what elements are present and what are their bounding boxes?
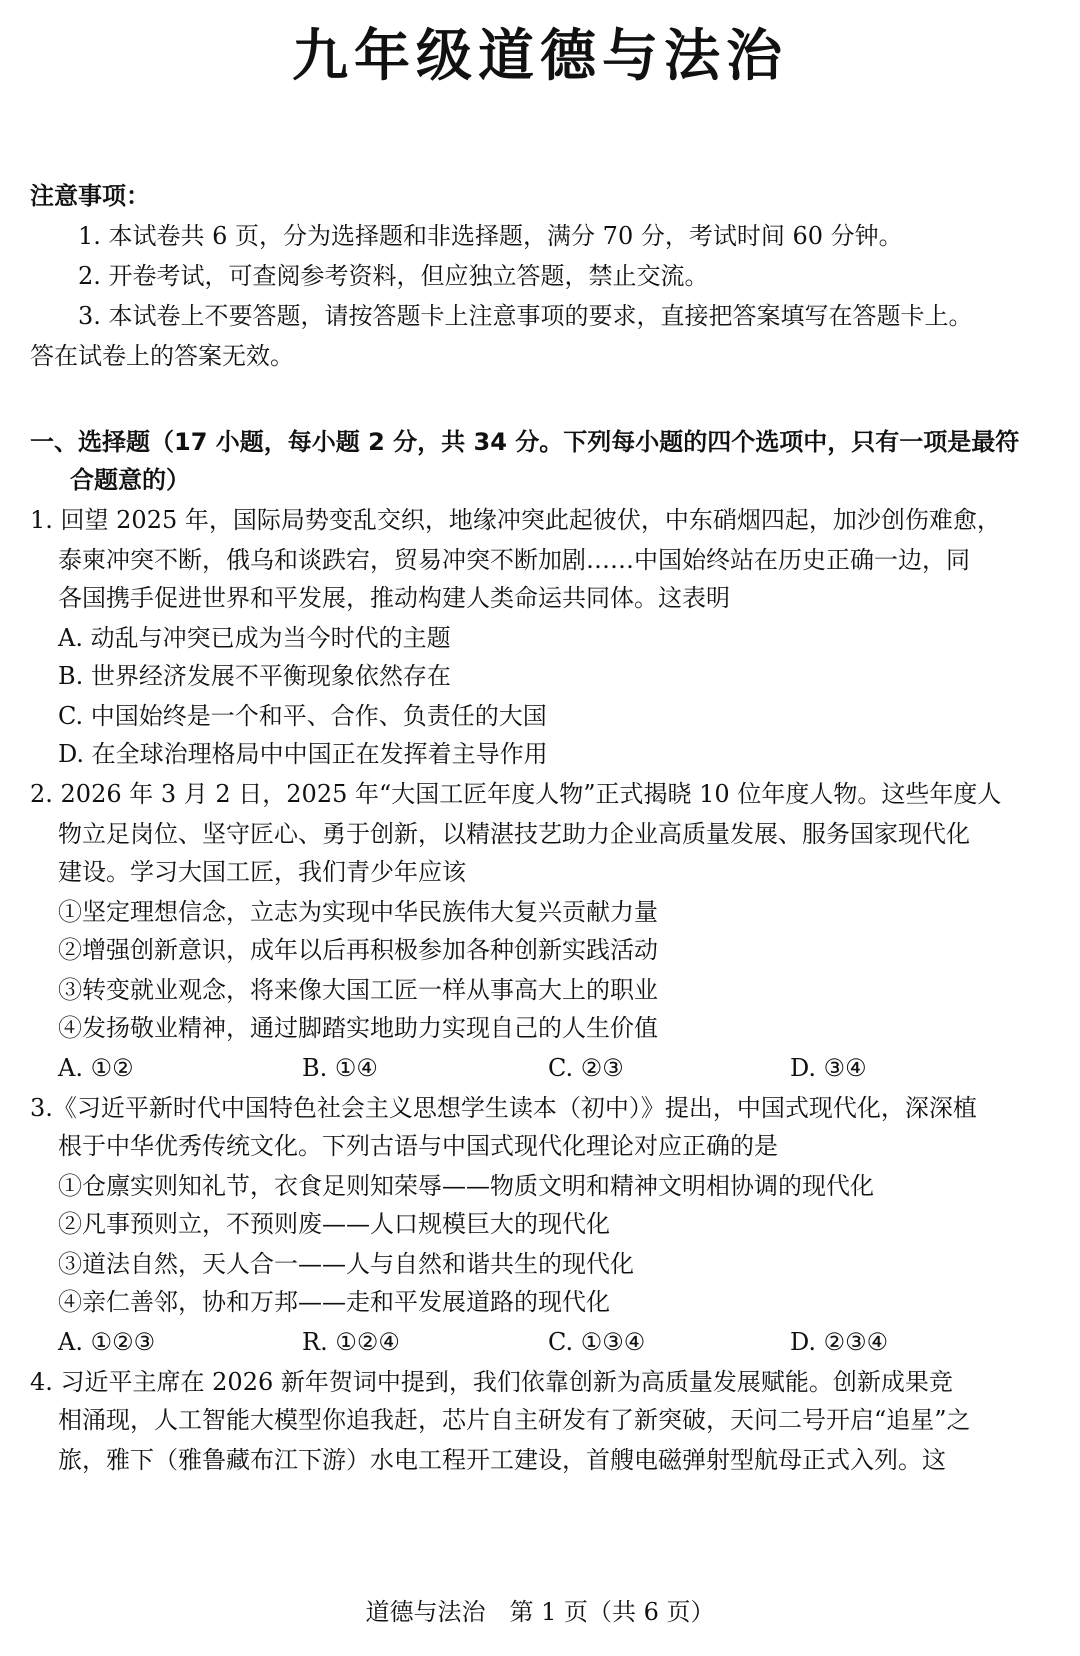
page-footer: 道德与法治 第 1 页（共 6 页） — [365, 1598, 715, 1626]
q4-stem-line-3: 旅，雅下（雅鲁藏布江下游）水电工程开工建设，首艘电磁弹射型航母正式入列。这 — [58, 1446, 946, 1474]
q2-statement-1: ①坚定理想信念，立志为实现中华民族伟大复兴贡献力量 — [58, 898, 658, 926]
notice-item-3-cont: 答在试卷上的答案无效。 — [30, 342, 294, 370]
q4-stem-line-2: 相涌现，人工智能大模型你追我赶，芯片自主研发有了新突破，天问二号开启“追星”之 — [58, 1406, 971, 1434]
q4-stem-line-1: 4. 习近平主席在 2026 新年贺词中提到，我们依靠创新为高质量发展赋能。创新成果竞 — [30, 1368, 953, 1396]
q3-statement-2: ②凡事预则立，不预则废——人口规模巨大的现代化 — [58, 1210, 610, 1238]
q2-option-d: D. ③④ — [790, 1054, 867, 1082]
q2-statement-3: ③转变就业观念，将来像大国工匠一样从事高大上的职业 — [58, 976, 658, 1004]
q2-stem-line-1: 2. 2026 年 3 月 2 日，2025 年“大国工匠年度人物”正式揭晓 10 位年度人物。这些年度人 — [30, 780, 1002, 808]
q3-option-d: D. ②③④ — [790, 1328, 889, 1356]
q3-stem-line-2: 根于中华优秀传统文化。下列古语与中国式现代化理论对应正确的是 — [58, 1132, 778, 1160]
notice-item-3: 3. 本试卷上不要答题，请按答题卡上注意事项的要求，直接把答案填写在答题卡上。 — [78, 302, 973, 330]
q2-stem-line-2: 物立足岗位、坚守匠心、勇于创新，以精湛技艺助力企业高质量发展、服务国家现代化 — [58, 820, 970, 848]
notice-heading: 注意事项： — [30, 182, 150, 210]
q2-option-b: B. ①④ — [302, 1054, 378, 1082]
section-heading-cont: 合题意的） — [70, 466, 190, 494]
notice-item-2: 2. 开卷考试，可查阅参考资料，但应独立答题，禁止交流。 — [78, 262, 709, 290]
q2-statement-2: ②增强创新意识，成年以后再积极参加各种创新实践活动 — [58, 936, 658, 964]
q1-option-c: C. 中国始终是一个和平、合作、负责任的大国 — [58, 702, 547, 730]
q2-option-c: C. ②③ — [548, 1054, 624, 1082]
q2-option-a: A. ①② — [58, 1054, 134, 1082]
q2-statement-4: ④发扬敬业精神，通过脚踏实地助力实现自己的人生价值 — [58, 1014, 658, 1042]
notice-item-1: 1. 本试卷共 6 页，分为选择题和非选择题，满分 70 分，考试时间 60 分钟。 — [78, 222, 903, 250]
q1-option-d: D. 在全球治理格局中中国正在发挥着主导作用 — [58, 740, 548, 768]
q1-option-a: A. 动乱与冲突已成为当今时代的主题 — [58, 624, 451, 652]
q2-stem-line-3: 建设。学习大国工匠，我们青少年应该 — [58, 858, 466, 886]
q3-statement-3: ③道法自然，天人合一——人与自然和谐共生的现代化 — [58, 1250, 634, 1278]
q1-stem-line-1: 1. 回望 2025 年，国际局势变乱交织，地缘冲突此起彼伏，中东硝烟四起，加沙创伤难愈， — [30, 506, 1001, 534]
section-heading: 一、选择题（17 小题，每小题 2 分，共 34 分。下列每小题的四个选项中，只有一项是最符 — [30, 428, 1020, 456]
q1-stem-line-2: 泰柬冲突不断，俄乌和谈跌宕，贸易冲突不断加剧……中国始终站在历史正确一边，同 — [58, 546, 970, 574]
q3-stem-line-1: 3.《习近平新时代中国特色社会主义思想学生读本（初中）》提出，中国式现代化，深深植 — [30, 1094, 977, 1122]
q1-stem-line-3: 各国携手促进世界和平发展，推动构建人类命运共同体。这表明 — [58, 584, 730, 612]
q3-option-b: R. ①②④ — [302, 1328, 400, 1356]
q3-option-a: A. ①②③ — [58, 1328, 156, 1356]
q3-statement-1: ①仓廪实则知礼节，衣食足则知荣辱——物质文明和精神文明相协调的现代化 — [58, 1172, 874, 1200]
q3-statement-4: ④亲仁善邻，协和万邦——走和平发展道路的现代化 — [58, 1288, 610, 1316]
page-title: 九年级道德与法治 — [292, 24, 788, 89]
q1-option-b: B. 世界经济发展不平衡现象依然存在 — [58, 662, 451, 690]
q3-option-c: C. ①③④ — [548, 1328, 646, 1356]
